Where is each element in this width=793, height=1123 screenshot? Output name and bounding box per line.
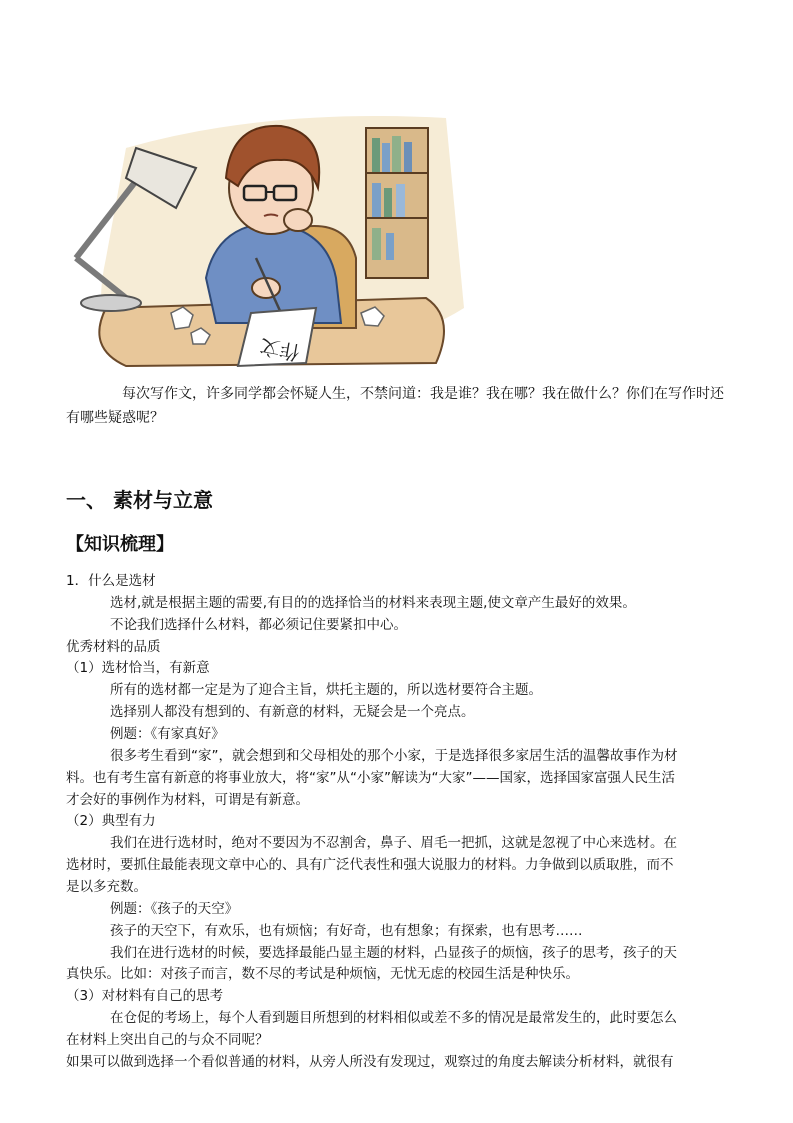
text-line: （2）典型有力 [66, 813, 156, 829]
text-line: 所有的选材都一定是为了迎合主旨，烘托主题的，所以选材要符合主题。 [110, 682, 542, 698]
text-line: 我们在进行选材时，绝对不要因为不忍割舍，鼻子、眉毛一把抓，这就是忽视了中心来选材。在 [110, 835, 677, 851]
text-line: （3）对材料有自己的思考 [66, 988, 224, 1004]
text-line: 孩子的天空下，有欢乐，也有烦恼；有好奇，也有想象；有探索，也有思考…… [110, 923, 583, 939]
text-line: 选材,就是根据主题的需要,有目的的选择恰当的材料来表现主题,使文章产生最好的效果。 [110, 595, 636, 611]
text-line: 很多考生看到“家”，就会想到和父母相处的那个小家，于是选择很多家居生活的温馨故事作为材 [110, 748, 678, 764]
illustration-student-writing [66, 108, 464, 370]
text-line: 是以多充数。 [66, 879, 147, 895]
text-line: 例题：《孩子的天空》 [110, 901, 239, 917]
text-line: 1．什么是选材 [66, 573, 156, 589]
text-line: 才会好的事例作为材料，可谓是有新意。 [66, 792, 309, 808]
section-title: 一、 素材与立意 [66, 488, 213, 512]
paper-caption: 作文 [257, 334, 302, 365]
text-line: 不论我们选择什么材料，都必须记住要紧扣中心。 [110, 617, 407, 633]
text-line: 如果可以做到选择一个看似普通的材料，从旁人所没有发现过，观察过的角度去解读分析材料，就很有 [66, 1054, 674, 1070]
text-line: 优秀材料的品质 [66, 639, 161, 655]
text-line: 在仓促的考场上，每个人看到题目所想到的材料相似或差不多的情况是最常发生的，此时要怎么 [110, 1010, 677, 1026]
text-line: 真快乐。比如：对孩子而言，数不尽的考试是种烦恼，无忧无虑的校园生活是种快乐。 [66, 966, 579, 982]
text-line: 料。也有考生富有新意的将事业放大，将“家”从“小家”解读为“大家”——国家，选择国家富强人民生活 [66, 770, 675, 786]
section-subtitle: 【知识梳理】 [66, 534, 174, 555]
text-line: 选择别人都没有想到的、有新意的材料，无疑会是一个亮点。 [110, 704, 475, 720]
text-line: 在材料上突出自己的与众不同呢？ [66, 1032, 269, 1048]
text-line: 选材时，要抓住最能表现文章中心的、具有广泛代表性和强大说服力的材料。力争做到以质取胜，而不 [66, 857, 674, 873]
text-line: （1）选材恰当，有新意 [66, 660, 210, 676]
text-line: 我们在进行选材的时候，要选择最能凸显主题的材料，凸显孩子的烦恼，孩子的思考，孩子的天 [110, 945, 677, 961]
text-line: 例题：《有家真好》 [110, 726, 225, 742]
intro-paragraph: 每次写作文，许多同学都会怀疑人生，不禁问道：我是谁？我在哪？我在做什么？你们在写作时还有哪些疑惑呢？ [66, 386, 724, 426]
